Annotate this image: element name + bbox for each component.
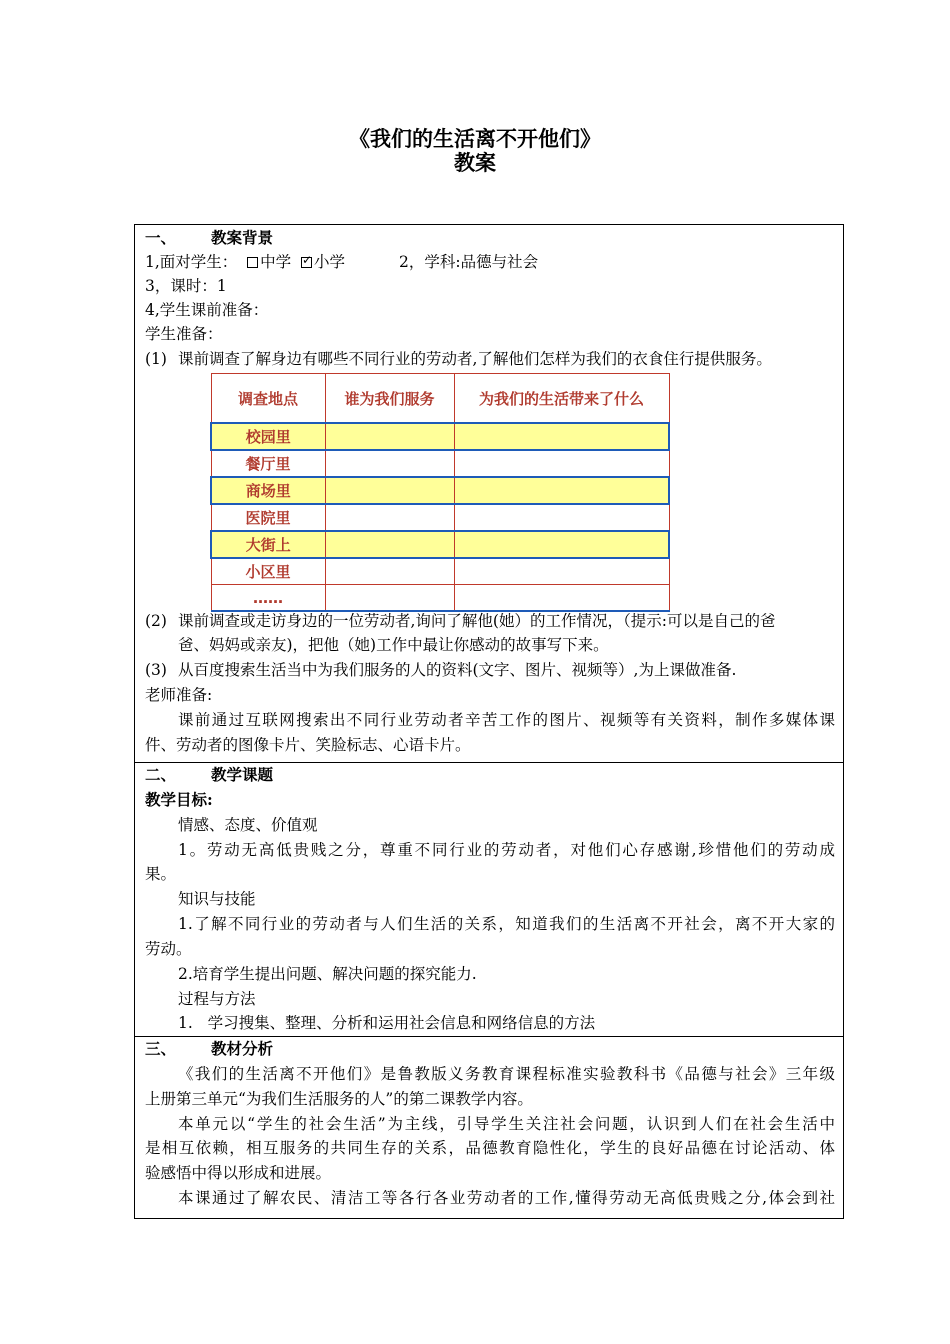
table-header: 谁为我们服务 [325, 374, 454, 424]
section2-heading: 二、 教学课题 [145, 763, 835, 787]
table-row [211, 504, 669, 531]
section3-heading: 三、 教材分析 [145, 1037, 835, 1061]
teacher-prep-label: 老师准备: [145, 686, 213, 704]
section-number: 三、 [145, 1039, 177, 1058]
analysis-paragraph-2: 本单元以“学生的社会生活”为主线，引导学生关注社会问题，认识到人们在社会生活中 [178, 1115, 835, 1133]
analysis-paragraph-1-cont: 上册第三单元“为我们生活服务的人”的第二课教学内容。 [145, 1090, 533, 1108]
teaching-goals-label: 教学目标: [145, 790, 213, 809]
location-cell: 校园里 [211, 423, 325, 450]
teacher-prep-text: 课前通过互联网搜索出不同行业劳动者辛苦工作的图片、视频等有关资料，制作多媒体课 [178, 711, 835, 729]
empty-cell [325, 450, 454, 477]
goal-knowledge-text-cont: 劳动。 [145, 940, 192, 958]
check-icon: ✓ [302, 253, 313, 267]
empty-cell [454, 558, 669, 585]
teacher-prep-text-cont: 件、劳动者的图像卡片、笑脸标志、心语卡片。 [145, 736, 471, 754]
section-number: 一、 [145, 228, 177, 247]
section-number: 二、 [145, 765, 177, 784]
table-row [211, 585, 669, 612]
goal-attitude-text: 1。劳动无高低贵贱之分，尊重不同行业的劳动者，对他们心存感谢,珍惜他们的劳动成 [178, 841, 835, 859]
goal-attitude-title: 情感、态度、价值观 [178, 816, 318, 834]
goal-knowledge-text: 1.了解不同行业的劳动者与人们生活的关系，知道我们的生活离不开社会，离不开大家的 [178, 915, 835, 933]
student-prep-label: 学生准备： [145, 325, 223, 343]
target-students-line: 1,面对学生： 中学 ✓ 小学 2，学科:品德与社会 [145, 253, 539, 271]
location-cell: 医院里 [211, 504, 325, 531]
analysis-paragraph-2-cont: 是相互依赖，相互服务的共同生存的关系，品德教育隐性化，学生的良好品德在讨论活动、体 [145, 1139, 835, 1157]
prep-item-1: (1) 课前调查了解身边有哪些不同行业的劳动者,了解他们怎样为我们的衣食住行提供服务。 [145, 350, 772, 368]
empty-cell [454, 477, 669, 504]
table-row [211, 558, 669, 585]
location-cell: …… [211, 585, 325, 612]
empty-cell [325, 477, 454, 504]
pre-class-prep: 4,学生课前准备： [145, 301, 269, 319]
section1-heading: 一、 教案背景 [145, 226, 835, 250]
analysis-paragraph-2-end: 验感悟中得以形成和进展。 [145, 1164, 332, 1182]
goal-process-item-1: 1. 学习搜集、整理、分析和运用社会信息和网络信息的方法 [178, 1014, 596, 1032]
checkbox-middle-school[interactable] [247, 257, 258, 268]
goal-knowledge-title: 知识与技能 [178, 890, 256, 908]
table-row [211, 450, 669, 477]
empty-cell [325, 423, 454, 450]
empty-cell [325, 585, 454, 612]
empty-cell [454, 585, 669, 612]
empty-cell [454, 450, 669, 477]
subject-line: 2，学科:品德与社会 [399, 253, 539, 271]
empty-cell [454, 504, 669, 531]
class-hours: 3，课时：1 [145, 277, 227, 295]
empty-cell [454, 531, 669, 558]
location-cell: 餐厅里 [211, 450, 325, 477]
empty-cell [325, 558, 454, 585]
prep-item-3: (3) 从百度搜索生活当中为我们服务的人的资料(文字、图片、视频等）,为上课做准备. [145, 661, 737, 679]
location-cell: 商场里 [211, 477, 325, 504]
table-header: 调查地点 [211, 374, 325, 424]
survey-table [210, 373, 670, 612]
goal-knowledge-item-2: 2.培育学生提出问题、解决问题的探究能力. [178, 965, 477, 983]
location-cell: 大街上 [211, 531, 325, 558]
goal-process-title: 过程与方法 [178, 990, 256, 1008]
analysis-paragraph-1: 《我们的生活离不开他们》是鲁教版义务教育课程标准实验教科书《品德与社会》三年级 [178, 1065, 835, 1083]
document-title: 《我们的生活离不开他们》 [349, 126, 601, 151]
empty-cell [325, 504, 454, 531]
goal-attitude-text-cont: 果。 [145, 865, 177, 883]
analysis-paragraph-3: 本课通过了解农民、清洁工等各行各业劳动者的工作,懂得劳动无高低贵贱之分,体会到社 [178, 1189, 835, 1207]
document-subtitle: 教案 [454, 150, 496, 175]
table-header: 为我们的生活带来了什么 [454, 374, 669, 424]
checkbox-primary-school[interactable] [301, 253, 313, 268]
table-row [211, 477, 669, 504]
table-row [211, 531, 669, 558]
prep-item-2-cont: 爸、妈妈或亲友)，把他（她)工作中最让你感动的故事写下来。 [178, 636, 609, 654]
location-cell: 小区里 [211, 558, 325, 585]
empty-cell [454, 423, 669, 450]
empty-cell [325, 531, 454, 558]
prep-item-2: (2) 课前调查或走访身边的一位劳动者,询问了解他(她）的工作情况，（提示:可以是自己的爸 [145, 612, 776, 630]
table-row [211, 423, 669, 450]
